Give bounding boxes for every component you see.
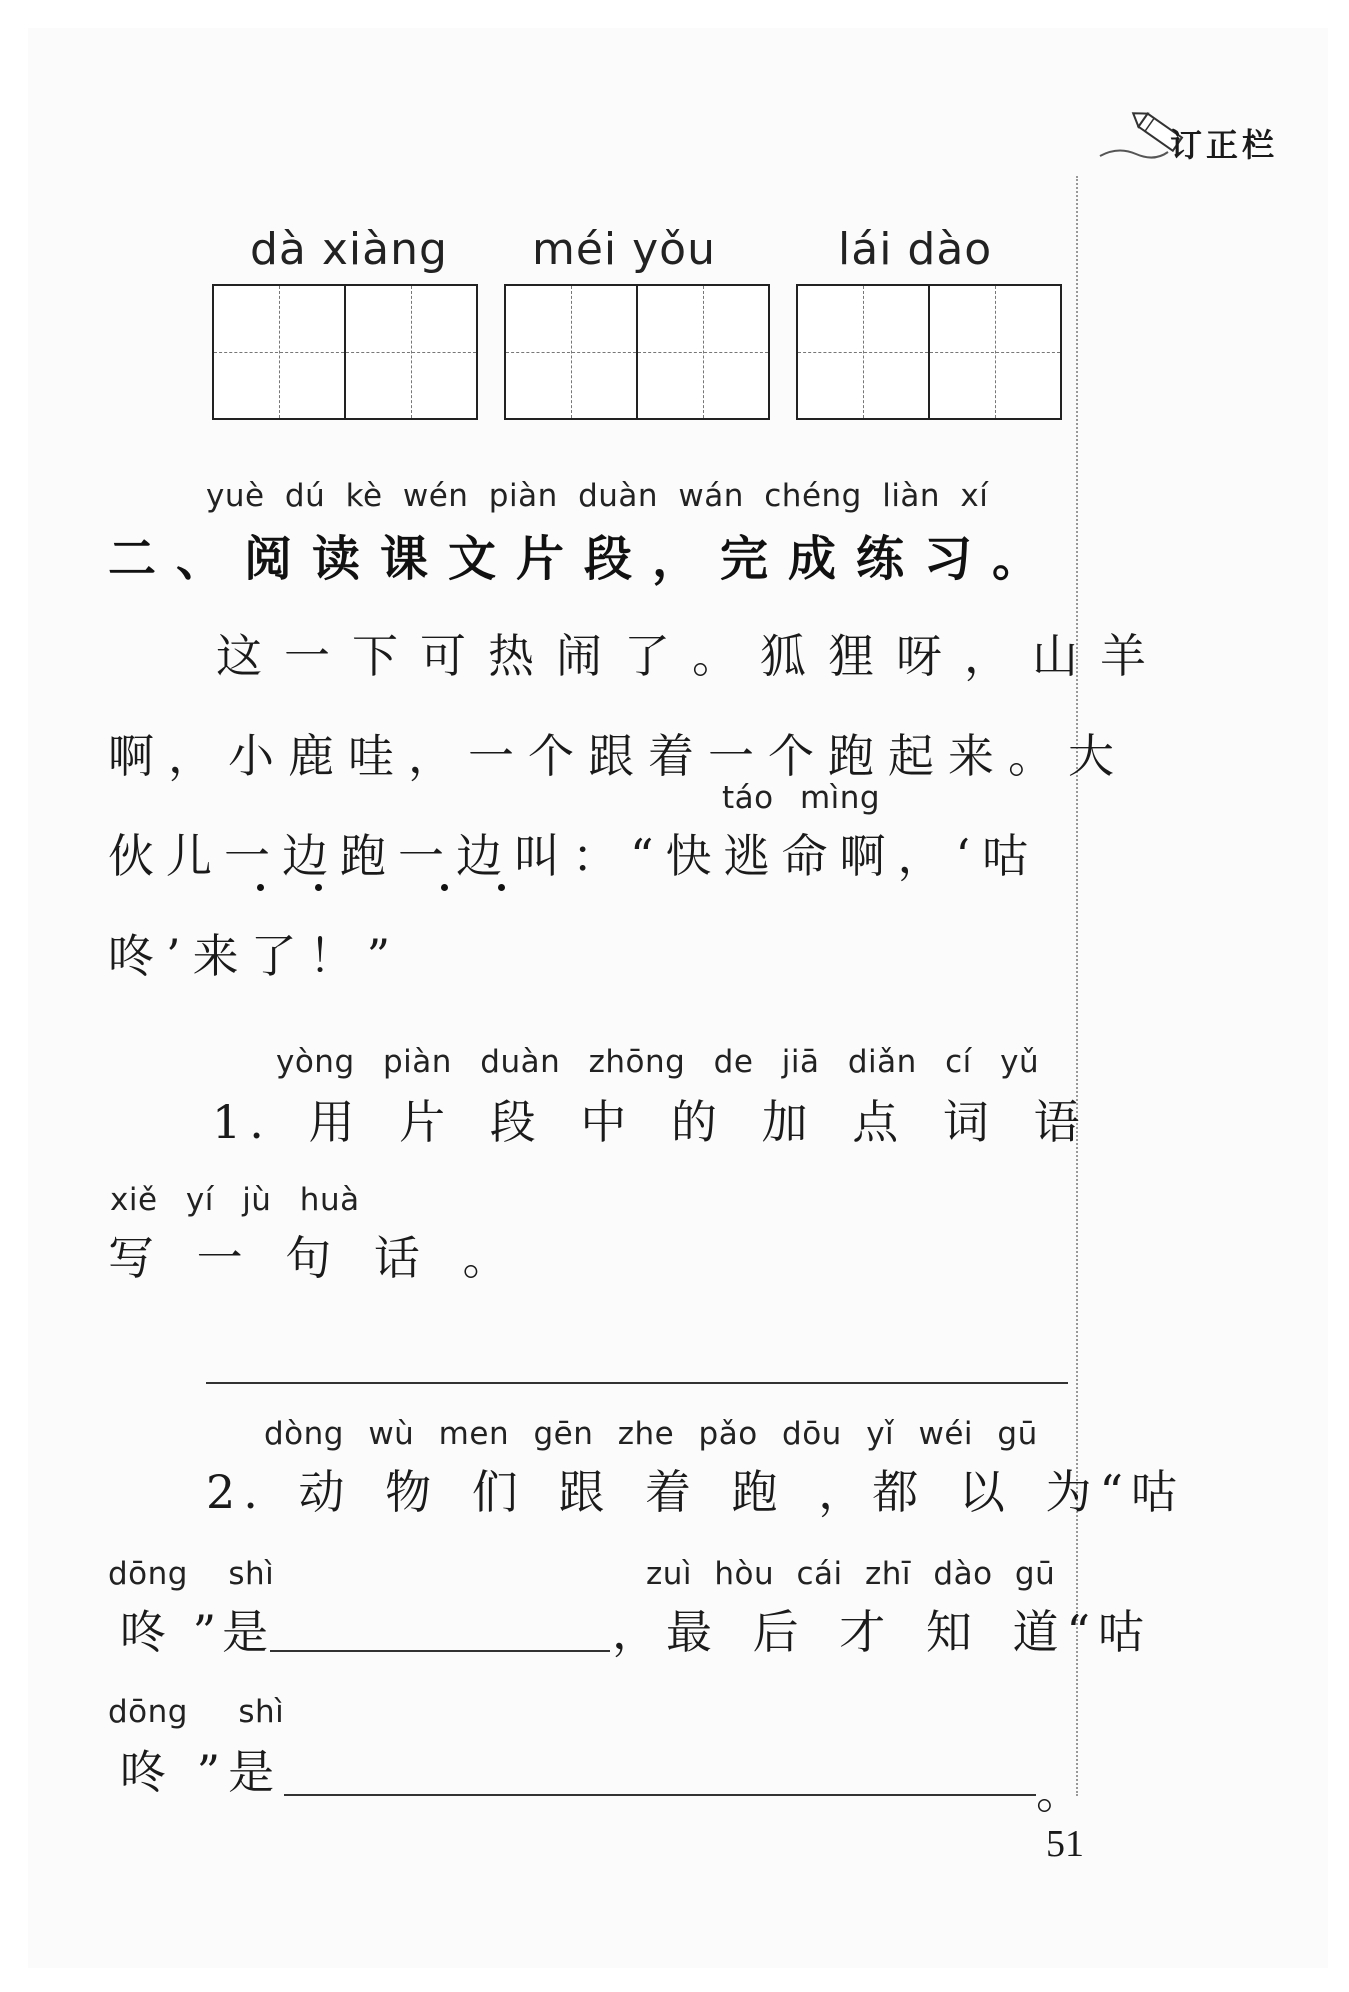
q1-answer-line[interactable] bbox=[206, 1382, 1068, 1384]
word-pinyin-2: méi yǒu bbox=[532, 224, 716, 275]
q2-text-b2: ，最 后 才 知 道“咕 bbox=[612, 1605, 1153, 1659]
q2-end-mark: 。 bbox=[1036, 1765, 1082, 1819]
writing-grid-2[interactable] bbox=[504, 284, 770, 420]
writing-cell[interactable] bbox=[214, 286, 344, 418]
emphasis-dot bbox=[498, 884, 505, 891]
q2-pinyin-b2: zuì hòu cái zhī dào gū bbox=[646, 1556, 1056, 1592]
word-pinyin-1: dà xiàng bbox=[250, 224, 448, 275]
passage-line-1: 这一下可热闹了。狐狸呀，山羊 bbox=[216, 629, 1168, 683]
writing-cell[interactable] bbox=[344, 286, 476, 418]
writing-cell[interactable] bbox=[636, 286, 768, 418]
q2-pinyin-b1: dōng shì bbox=[108, 1556, 275, 1592]
q1-text-b: 写 一 句 话 。 bbox=[108, 1231, 517, 1285]
writing-cell[interactable] bbox=[798, 286, 928, 418]
passage-line-2: 啊，小鹿哇，一个跟着一个跑起来。大 bbox=[108, 729, 1128, 783]
passage-line-4: 咚’来了！” bbox=[108, 929, 403, 983]
section2-pinyin: yuè dú kè wén piàn duàn wán chéng liàn xí bbox=[206, 478, 989, 514]
correction-column-header bbox=[1098, 110, 1318, 170]
writing-grid-1[interactable] bbox=[212, 284, 478, 420]
word-pinyin-3: lái dào bbox=[838, 224, 993, 275]
emphasis-dot bbox=[315, 884, 322, 891]
q2-text-a: 2. 动 物 们 跟 着 跑 ，都 以 为“咕 bbox=[206, 1465, 1186, 1519]
passage-line-3-pinyin: táo mìng bbox=[722, 780, 881, 816]
q2-pinyin-a: dòng wù men gēn zhe pǎo dōu yǐ wéi gū bbox=[264, 1416, 1038, 1452]
page-number: 51 bbox=[1046, 1823, 1084, 1865]
writing-cell[interactable] bbox=[506, 286, 636, 418]
q2-answer-line-1[interactable] bbox=[270, 1650, 610, 1652]
emphasis-dot bbox=[441, 884, 448, 891]
q1-pinyin-a: yòng piàn duàn zhōng de jiā diǎn cí yǔ bbox=[276, 1044, 1040, 1080]
writing-cell[interactable] bbox=[928, 286, 1060, 418]
q1-text-a: 1. 用 片 段 中 的 加 点 词 语 bbox=[212, 1095, 1088, 1149]
passage-line-3: 伙儿一边跑一边叫：“快逃命啊，‘咕 bbox=[108, 829, 1041, 883]
q2-text-c: 咚 ”是 bbox=[120, 1745, 283, 1799]
q1-pinyin-b: xiě yí jù huà bbox=[110, 1182, 360, 1218]
q2-text-b1: 咚 ”是 bbox=[120, 1605, 275, 1659]
correction-column-divider bbox=[1076, 176, 1078, 1796]
q2-answer-line-2[interactable] bbox=[284, 1794, 1036, 1796]
correction-column-label: 订正栏 bbox=[1170, 126, 1279, 164]
writing-grid-3[interactable] bbox=[796, 284, 1062, 420]
emphasis-dot bbox=[257, 884, 264, 891]
section2-title: 二、阅读课文片段，完成练习。 bbox=[108, 531, 1061, 587]
q2-pinyin-c: dōng shì bbox=[108, 1694, 285, 1730]
